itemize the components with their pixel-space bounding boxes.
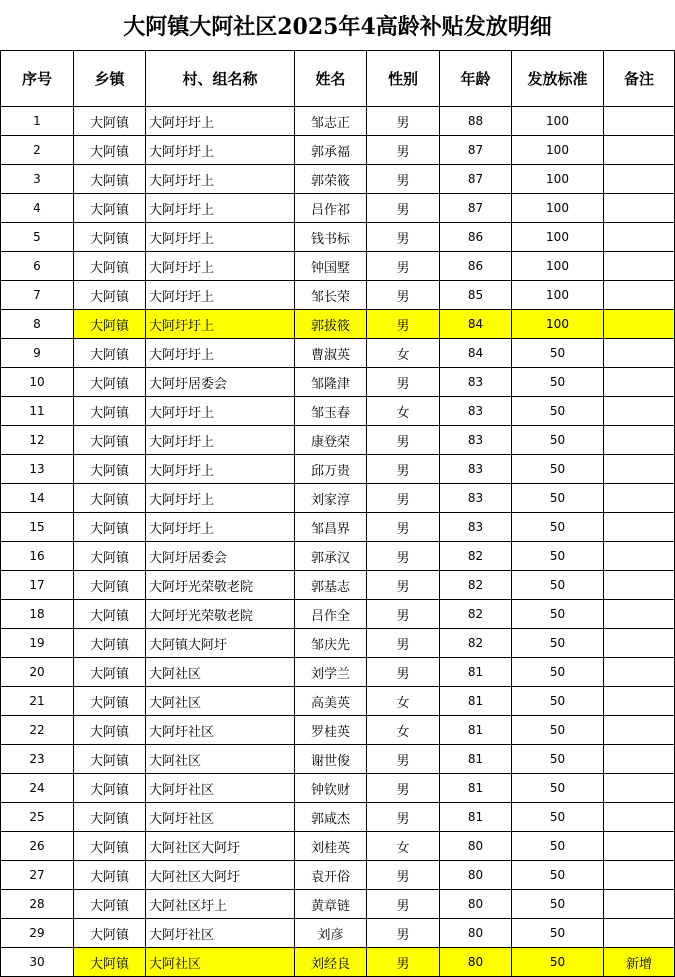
cell-amount: 50 [512, 339, 604, 368]
table-row [1, 455, 675, 484]
cell-no: 18 [1, 600, 74, 629]
cell-village: 大阿社区 [146, 658, 295, 687]
cell-name: 谢世俊 [295, 745, 367, 774]
cell-town: 大阿镇 [74, 716, 146, 745]
cell-note [604, 513, 675, 542]
cell-sex: 男 [367, 948, 440, 977]
cell-amount: 100 [512, 107, 604, 136]
cell-note [604, 339, 675, 368]
table-row [1, 803, 675, 832]
table-row [1, 745, 675, 774]
cell-no: 28 [1, 890, 74, 919]
cell-amount: 50 [512, 426, 604, 455]
cell-sex: 男 [367, 571, 440, 600]
cell-name: 邱万贵 [295, 455, 367, 484]
cell-village: 大阿社区大阿圩 [146, 832, 295, 861]
cell-amount: 50 [512, 919, 604, 948]
cell-age: 87 [440, 194, 512, 223]
cell-note [604, 600, 675, 629]
cell-age: 80 [440, 948, 512, 977]
table-row [1, 571, 675, 600]
cell-no: 10 [1, 368, 74, 397]
cell-amount: 50 [512, 571, 604, 600]
header-note: 备注 [604, 51, 675, 107]
cell-name: 刘彦 [295, 919, 367, 948]
cell-no: 23 [1, 745, 74, 774]
cell-age: 82 [440, 571, 512, 600]
cell-name: 郭咸杰 [295, 803, 367, 832]
cell-age: 81 [440, 803, 512, 832]
cell-name: 吕作祁 [295, 194, 367, 223]
cell-sex: 男 [367, 107, 440, 136]
cell-village: 大阿社区大阿圩 [146, 861, 295, 890]
cell-sex: 男 [367, 600, 440, 629]
cell-amount: 50 [512, 687, 604, 716]
cell-name: 钟国墅 [295, 252, 367, 281]
cell-amount: 100 [512, 281, 604, 310]
cell-note [604, 832, 675, 861]
cell-amount: 50 [512, 716, 604, 745]
cell-no: 2 [1, 136, 74, 165]
cell-name: 郭荣筱 [295, 165, 367, 194]
cell-no: 16 [1, 542, 74, 571]
cell-age: 82 [440, 629, 512, 658]
cell-town: 大阿镇 [74, 629, 146, 658]
table-row [1, 368, 675, 397]
cell-town: 大阿镇 [74, 803, 146, 832]
table-row [1, 687, 675, 716]
table-row [1, 136, 675, 165]
cell-name: 邹玉春 [295, 397, 367, 426]
cell-age: 82 [440, 542, 512, 571]
cell-amount: 50 [512, 774, 604, 803]
cell-amount: 50 [512, 658, 604, 687]
cell-no: 9 [1, 339, 74, 368]
cell-note [604, 107, 675, 136]
cell-name: 邹长荣 [295, 281, 367, 310]
cell-sex: 男 [367, 658, 440, 687]
cell-town: 大阿镇 [74, 281, 146, 310]
cell-village: 大阿圩圩上 [146, 397, 295, 426]
cell-village: 大阿圩社区 [146, 774, 295, 803]
cell-no: 8 [1, 310, 74, 339]
cell-town: 大阿镇 [74, 774, 146, 803]
cell-age: 80 [440, 890, 512, 919]
page-title: 大阿镇大阿社区2025年4高龄补贴发放明细 [123, 13, 552, 40]
cell-age: 87 [440, 136, 512, 165]
cell-amount: 50 [512, 484, 604, 513]
cell-village: 大阿圩圩上 [146, 339, 295, 368]
table-row [1, 397, 675, 426]
cell-town: 大阿镇 [74, 513, 146, 542]
cell-age: 80 [440, 832, 512, 861]
cell-note [604, 223, 675, 252]
cell-no: 7 [1, 281, 74, 310]
cell-sex: 男 [367, 165, 440, 194]
table-row [1, 310, 675, 339]
cell-village: 大阿圩居委会 [146, 368, 295, 397]
cell-village: 大阿圩光荣敬老院 [146, 600, 295, 629]
cell-town: 大阿镇 [74, 194, 146, 223]
table-header-row [1, 51, 675, 107]
table-row [1, 629, 675, 658]
cell-town: 大阿镇 [74, 948, 146, 977]
cell-no: 14 [1, 484, 74, 513]
cell-village: 大阿圩圩上 [146, 223, 295, 252]
cell-age: 87 [440, 165, 512, 194]
cell-note [604, 687, 675, 716]
table-row [1, 339, 675, 368]
cell-village: 大阿圩圩上 [146, 513, 295, 542]
cell-name: 刘经良 [295, 948, 367, 977]
cell-village: 大阿圩圩上 [146, 281, 295, 310]
cell-sex: 男 [367, 745, 440, 774]
cell-town: 大阿镇 [74, 339, 146, 368]
cell-no: 13 [1, 455, 74, 484]
cell-note [604, 165, 675, 194]
cell-age: 80 [440, 919, 512, 948]
cell-sex: 男 [367, 252, 440, 281]
cell-name: 邹庆先 [295, 629, 367, 658]
cell-name: 吕作全 [295, 600, 367, 629]
cell-note [604, 716, 675, 745]
cell-age: 83 [440, 455, 512, 484]
header-name: 姓名 [295, 51, 367, 107]
cell-name: 刘家淳 [295, 484, 367, 513]
table-row [1, 252, 675, 281]
cell-no: 15 [1, 513, 74, 542]
cell-amount: 50 [512, 832, 604, 861]
cell-amount: 50 [512, 397, 604, 426]
cell-village: 大阿圩圩上 [146, 455, 295, 484]
cell-no: 20 [1, 658, 74, 687]
cell-name: 邹昌界 [295, 513, 367, 542]
header-age: 年龄 [440, 51, 512, 107]
cell-amount: 100 [512, 136, 604, 165]
cell-no: 6 [1, 252, 74, 281]
cell-sex: 男 [367, 426, 440, 455]
cell-no: 25 [1, 803, 74, 832]
cell-name: 刘桂英 [295, 832, 367, 861]
cell-village: 大阿圩圩上 [146, 107, 295, 136]
cell-village: 大阿圩圩上 [146, 136, 295, 165]
cell-no: 5 [1, 223, 74, 252]
cell-town: 大阿镇 [74, 165, 146, 194]
cell-no: 1 [1, 107, 74, 136]
cell-name: 黄章链 [295, 890, 367, 919]
cell-note [604, 774, 675, 803]
cell-sex: 男 [367, 774, 440, 803]
cell-town: 大阿镇 [74, 223, 146, 252]
cell-note [604, 194, 675, 223]
header-amount: 发放标准 [512, 51, 604, 107]
cell-town: 大阿镇 [74, 600, 146, 629]
cell-village: 大阿圩社区 [146, 716, 295, 745]
cell-sex: 男 [367, 803, 440, 832]
table-row [1, 223, 675, 252]
cell-sex: 男 [367, 484, 440, 513]
header-town: 乡镇 [74, 51, 146, 107]
table-row [1, 107, 675, 136]
cell-town: 大阿镇 [74, 484, 146, 513]
cell-note [604, 484, 675, 513]
cell-village: 大阿社区 [146, 687, 295, 716]
cell-village: 大阿圩社区 [146, 919, 295, 948]
cell-sex: 男 [367, 513, 440, 542]
cell-note [604, 919, 675, 948]
cell-village: 大阿圩圩上 [146, 310, 295, 339]
cell-age: 88 [440, 107, 512, 136]
cell-town: 大阿镇 [74, 542, 146, 571]
subsidy-table [0, 50, 675, 977]
cell-name: 刘学兰 [295, 658, 367, 687]
cell-sex: 男 [367, 455, 440, 484]
cell-name: 高美英 [295, 687, 367, 716]
cell-age: 81 [440, 658, 512, 687]
cell-note [604, 397, 675, 426]
cell-note [604, 571, 675, 600]
cell-note [604, 861, 675, 890]
cell-name: 曹淑英 [295, 339, 367, 368]
cell-village: 大阿圩光荣敬老院 [146, 571, 295, 600]
cell-town: 大阿镇 [74, 919, 146, 948]
cell-amount: 50 [512, 455, 604, 484]
table-row [1, 426, 675, 455]
cell-sex: 女 [367, 397, 440, 426]
cell-note [604, 542, 675, 571]
table-row [1, 513, 675, 542]
table-row [1, 281, 675, 310]
cell-age: 83 [440, 513, 512, 542]
cell-village: 大阿圩圩上 [146, 252, 295, 281]
cell-name: 邹志正 [295, 107, 367, 136]
table-row [1, 484, 675, 513]
cell-amount: 50 [512, 745, 604, 774]
cell-note [604, 368, 675, 397]
cell-amount: 100 [512, 223, 604, 252]
cell-name: 郭承汉 [295, 542, 367, 571]
cell-age: 85 [440, 281, 512, 310]
cell-amount: 50 [512, 600, 604, 629]
cell-village: 大阿圩圩上 [146, 426, 295, 455]
cell-sex: 男 [367, 281, 440, 310]
cell-no: 26 [1, 832, 74, 861]
cell-town: 大阿镇 [74, 397, 146, 426]
cell-amount: 50 [512, 368, 604, 397]
cell-sex: 男 [367, 136, 440, 165]
cell-sex: 男 [367, 890, 440, 919]
cell-age: 81 [440, 774, 512, 803]
cell-sex: 男 [367, 542, 440, 571]
cell-village: 大阿社区 [146, 948, 295, 977]
table-row [1, 832, 675, 861]
cell-sex: 男 [367, 368, 440, 397]
cell-village: 大阿圩圩上 [146, 165, 295, 194]
cell-village: 大阿社区 [146, 745, 295, 774]
cell-age: 83 [440, 484, 512, 513]
cell-amount: 50 [512, 542, 604, 571]
cell-no: 11 [1, 397, 74, 426]
cell-town: 大阿镇 [74, 832, 146, 861]
cell-sex: 男 [367, 629, 440, 658]
cell-name: 郭基志 [295, 571, 367, 600]
cell-age: 83 [440, 368, 512, 397]
cell-amount: 100 [512, 165, 604, 194]
cell-sex: 男 [367, 861, 440, 890]
cell-town: 大阿镇 [74, 571, 146, 600]
cell-age: 81 [440, 687, 512, 716]
table-row [1, 861, 675, 890]
table-row [1, 890, 675, 919]
cell-age: 81 [440, 745, 512, 774]
cell-village: 大阿圩圩上 [146, 194, 295, 223]
table-row [1, 774, 675, 803]
cell-village: 大阿社区圩上 [146, 890, 295, 919]
cell-village: 大阿圩居委会 [146, 542, 295, 571]
cell-no: 12 [1, 426, 74, 455]
cell-name: 袁开俗 [295, 861, 367, 890]
cell-note [604, 252, 675, 281]
cell-note [604, 890, 675, 919]
cell-amount: 50 [512, 948, 604, 977]
cell-sex: 女 [367, 687, 440, 716]
cell-town: 大阿镇 [74, 252, 146, 281]
cell-name: 钱书标 [295, 223, 367, 252]
cell-name: 钟钦财 [295, 774, 367, 803]
cell-note [604, 745, 675, 774]
cell-no: 27 [1, 861, 74, 890]
cell-no: 29 [1, 919, 74, 948]
header-sex: 性别 [367, 51, 440, 107]
cell-note [604, 310, 675, 339]
cell-name: 罗桂英 [295, 716, 367, 745]
cell-no: 19 [1, 629, 74, 658]
cell-village: 大阿镇大阿圩 [146, 629, 295, 658]
cell-village: 大阿圩圩上 [146, 484, 295, 513]
cell-town: 大阿镇 [74, 861, 146, 890]
cell-amount: 100 [512, 310, 604, 339]
cell-sex: 女 [367, 339, 440, 368]
cell-amount: 50 [512, 513, 604, 542]
cell-age: 81 [440, 716, 512, 745]
cell-name: 郭承福 [295, 136, 367, 165]
cell-note [604, 281, 675, 310]
cell-amount: 100 [512, 194, 604, 223]
cell-note [604, 658, 675, 687]
table-row [1, 948, 675, 977]
cell-name: 康登荣 [295, 426, 367, 455]
cell-village: 大阿圩社区 [146, 803, 295, 832]
cell-sex: 男 [367, 919, 440, 948]
table-row [1, 600, 675, 629]
header-no: 序号 [1, 51, 74, 107]
cell-age: 84 [440, 339, 512, 368]
cell-sex: 男 [367, 194, 440, 223]
table-row [1, 194, 675, 223]
cell-age: 83 [440, 397, 512, 426]
header-village: 村、组名称 [146, 51, 295, 107]
table-row [1, 658, 675, 687]
cell-note: 新增 [604, 948, 675, 977]
cell-note [604, 426, 675, 455]
cell-amount: 50 [512, 803, 604, 832]
cell-age: 80 [440, 861, 512, 890]
table-row [1, 165, 675, 194]
cell-age: 83 [440, 426, 512, 455]
table-row [1, 919, 675, 948]
cell-no: 21 [1, 687, 74, 716]
cell-amount: 50 [512, 890, 604, 919]
cell-town: 大阿镇 [74, 310, 146, 339]
cell-town: 大阿镇 [74, 658, 146, 687]
cell-sex: 男 [367, 310, 440, 339]
cell-sex: 女 [367, 832, 440, 861]
cell-amount: 50 [512, 629, 604, 658]
cell-town: 大阿镇 [74, 687, 146, 716]
cell-no: 24 [1, 774, 74, 803]
cell-note [604, 455, 675, 484]
cell-town: 大阿镇 [74, 890, 146, 919]
cell-age: 86 [440, 223, 512, 252]
cell-no: 4 [1, 194, 74, 223]
cell-note [604, 136, 675, 165]
cell-no: 3 [1, 165, 74, 194]
cell-note [604, 629, 675, 658]
cell-age: 84 [440, 310, 512, 339]
cell-amount: 50 [512, 861, 604, 890]
cell-no: 17 [1, 571, 74, 600]
cell-no: 22 [1, 716, 74, 745]
cell-note [604, 803, 675, 832]
cell-name: 邹隆津 [295, 368, 367, 397]
cell-sex: 女 [367, 716, 440, 745]
cell-amount: 100 [512, 252, 604, 281]
cell-no: 30 [1, 948, 74, 977]
cell-age: 82 [440, 600, 512, 629]
table-row [1, 716, 675, 745]
cell-sex: 男 [367, 223, 440, 252]
cell-town: 大阿镇 [74, 426, 146, 455]
cell-town: 大阿镇 [74, 368, 146, 397]
cell-town: 大阿镇 [74, 136, 146, 165]
cell-name: 郭拔筱 [295, 310, 367, 339]
cell-town: 大阿镇 [74, 455, 146, 484]
cell-town: 大阿镇 [74, 745, 146, 774]
cell-age: 86 [440, 252, 512, 281]
table-row [1, 542, 675, 571]
cell-town: 大阿镇 [74, 107, 146, 136]
